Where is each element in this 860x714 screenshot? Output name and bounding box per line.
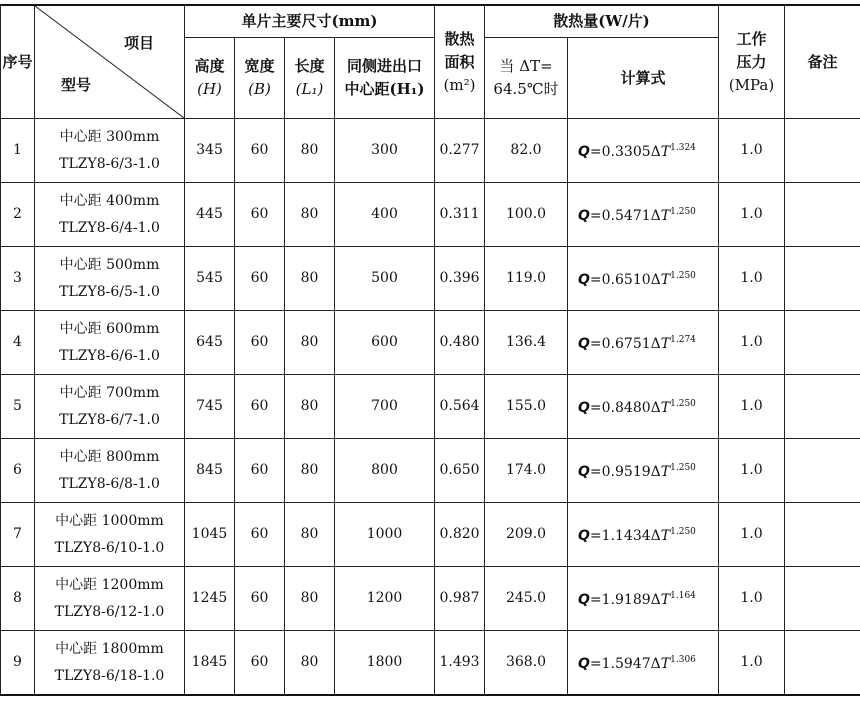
header-item: 项目 (123, 34, 154, 52)
row-seq: 1 (1, 119, 35, 183)
table-row (1, 375, 860, 439)
row-model-name: 中心距 600mm (59, 320, 160, 337)
header-area-line1: 散热 (444, 29, 475, 48)
header-height (185, 38, 235, 119)
header-area (435, 5, 485, 119)
header-width (235, 38, 285, 119)
row-center-distance: 300 (335, 119, 435, 183)
row-model-name: 中心距 1200mm (55, 576, 164, 593)
row-heat-output: 174.0 (485, 439, 568, 503)
row-formula-coef: 1.9189 (601, 592, 651, 608)
row-formula-coef: 0.5471 (601, 208, 651, 224)
row-formula-exponent: 1.306 (670, 655, 696, 665)
row-height: 345 (185, 119, 235, 183)
header-center-line1: 同侧进出口 (347, 57, 423, 75)
row-area: 0.987 (435, 567, 485, 631)
row-heat-output: 155.0 (485, 375, 568, 439)
row-heat-output: 82.0 (485, 119, 568, 183)
row-formula-coef: 1.1434 (601, 528, 651, 544)
row-note (785, 567, 860, 631)
row-formula-exponent: 1.250 (670, 271, 696, 281)
header-area-line2: 面积 (444, 52, 475, 71)
header-row-1 (1, 5, 860, 38)
row-heat-output: 136.4 (485, 311, 568, 375)
row-note (785, 119, 860, 183)
row-model (35, 503, 185, 567)
row-pressure: 1.0 (719, 375, 785, 439)
row-formula: $Q=0.6751\Delta T^{1.274}$ (568, 311, 719, 375)
row-area: 1.493 (435, 631, 485, 696)
header-formula: 计算式 (568, 38, 719, 119)
row-area: 0.311 (435, 183, 485, 247)
row-model (35, 247, 185, 311)
row-note (785, 183, 860, 247)
row-area: 0.650 (435, 439, 485, 503)
diagonal-line (35, 6, 184, 118)
header-pressure-unit: (MPa) (728, 75, 775, 94)
row-width: 60 (235, 183, 285, 247)
header-delta-t-line2: 64.5℃时 (493, 80, 559, 98)
row-width: 60 (235, 567, 285, 631)
row-pressure: 1.0 (719, 439, 785, 503)
row-length: 80 (285, 247, 335, 311)
row-pressure: 1.0 (719, 247, 785, 311)
row-height: 1845 (185, 631, 235, 696)
row-center-distance: 700 (335, 375, 435, 439)
row-heat-output: 100.0 (485, 183, 568, 247)
row-heat-output: 368.0 (485, 631, 568, 696)
table-row (1, 247, 860, 311)
row-pressure: 1.0 (719, 183, 785, 247)
table-row (1, 439, 860, 503)
row-length: 80 (285, 375, 335, 439)
row-formula-exponent: 1.250 (670, 463, 696, 473)
row-pressure: 1.0 (719, 631, 785, 696)
row-formula: $Q=0.3305\Delta T^{1.324}$ (568, 119, 719, 183)
row-height: 545 (185, 247, 235, 311)
row-formula-coef: 0.8480 (601, 400, 651, 416)
row-note (785, 439, 860, 503)
row-area: 0.564 (435, 375, 485, 439)
row-length: 80 (285, 183, 335, 247)
row-note (785, 503, 860, 567)
row-model (35, 375, 185, 439)
header-height-symbol: (H) (197, 80, 222, 98)
row-formula-coef: 0.6751 (601, 336, 651, 352)
radiator-spec-table (0, 4, 860, 696)
row-model-code: TLZY8-6/8-1.0 (59, 475, 160, 492)
row-width: 60 (235, 247, 285, 311)
header-delta-t (485, 38, 568, 119)
row-height: 1245 (185, 567, 235, 631)
row-model (35, 183, 185, 247)
table-row (1, 631, 860, 696)
row-center-distance: 1000 (335, 503, 435, 567)
row-length: 80 (285, 119, 335, 183)
row-width: 60 (235, 439, 285, 503)
row-model-name: 中心距 800mm (59, 448, 160, 465)
table-row (1, 311, 860, 375)
row-heat-output: 119.0 (485, 247, 568, 311)
row-height: 645 (185, 311, 235, 375)
row-heat-output: 209.0 (485, 503, 568, 567)
row-formula: $Q=0.8480\Delta T^{1.250}$ (568, 375, 719, 439)
row-width: 60 (235, 119, 285, 183)
row-model (35, 119, 185, 183)
row-model-code: TLZY8-6/5-1.0 (59, 283, 160, 300)
header-dims-group: 单片主要尺寸(mm) (185, 5, 435, 38)
row-formula: $Q=0.5471\Delta T^{1.250}$ (568, 183, 719, 247)
row-model-name: 中心距 700mm (59, 384, 160, 401)
row-seq: 9 (1, 631, 35, 696)
header-area-unit: (m²) (443, 75, 476, 94)
row-length: 80 (285, 311, 335, 375)
row-formula: $Q=1.5947\Delta T^{1.306}$ (568, 631, 719, 696)
header-length-symbol: (L₁) (295, 80, 324, 98)
row-note (785, 375, 860, 439)
row-model (35, 567, 185, 631)
header-heat-group: 散热量(W/片) (485, 5, 719, 38)
row-model (35, 631, 185, 696)
table-row (1, 567, 860, 631)
row-model-code: TLZY8-6/4-1.0 (59, 219, 160, 236)
row-formula-exponent: 1.324 (670, 143, 696, 153)
row-seq: 7 (1, 503, 35, 567)
row-area: 0.396 (435, 247, 485, 311)
header-width-label: 宽度 (244, 57, 275, 75)
header-center-distance (335, 38, 435, 119)
row-pressure: 1.0 (719, 311, 785, 375)
row-model-code: TLZY8-6/18-1.0 (54, 667, 165, 684)
row-formula-exponent: 1.274 (670, 335, 696, 345)
header-pressure-line1: 工作 (736, 29, 767, 48)
row-formula-exponent: 1.250 (670, 527, 696, 537)
header-width-symbol: (B) (248, 80, 271, 98)
row-height: 745 (185, 375, 235, 439)
header-seq: 序号 (1, 5, 35, 119)
row-note (785, 631, 860, 696)
row-length: 80 (285, 439, 335, 503)
row-width: 60 (235, 375, 285, 439)
header-center-line2: 中心距(H₁) (344, 80, 425, 98)
row-center-distance: 1200 (335, 567, 435, 631)
row-formula-coef: 1.5947 (601, 656, 651, 672)
header-length-label: 长度 (294, 57, 325, 75)
row-seq: 4 (1, 311, 35, 375)
row-note (785, 311, 860, 375)
row-center-distance: 400 (335, 183, 435, 247)
row-formula-coef: 0.6510 (601, 272, 651, 288)
row-seq: 2 (1, 183, 35, 247)
row-model-code: TLZY8-6/6-1.0 (59, 347, 160, 364)
row-pressure: 1.0 (719, 503, 785, 567)
row-formula-exponent: 1.250 (670, 207, 696, 217)
header-item-model (35, 5, 185, 119)
row-area: 0.820 (435, 503, 485, 567)
header-note: 备注 (785, 5, 860, 119)
table-row (1, 119, 860, 183)
row-formula: $Q=0.9519\Delta T^{1.250}$ (568, 439, 719, 503)
row-heat-output: 245.0 (485, 567, 568, 631)
row-formula-exponent: 1.164 (670, 591, 696, 601)
row-model-name: 中心距 1800mm (55, 640, 164, 657)
row-model-name: 中心距 400mm (59, 192, 160, 209)
row-formula-coef: 0.9519 (601, 464, 651, 480)
row-width: 60 (235, 631, 285, 696)
row-model-name: 中心距 1000mm (55, 512, 164, 529)
row-height: 1045 (185, 503, 235, 567)
row-seq: 3 (1, 247, 35, 311)
row-center-distance: 800 (335, 439, 435, 503)
header-model: 型号 (61, 76, 92, 94)
row-formula: $Q=1.9189\Delta T^{1.164}$ (568, 567, 719, 631)
header-length (285, 38, 335, 119)
row-length: 80 (285, 567, 335, 631)
row-model (35, 439, 185, 503)
row-area: 0.480 (435, 311, 485, 375)
row-height: 445 (185, 183, 235, 247)
row-height: 845 (185, 439, 235, 503)
row-note (785, 247, 860, 311)
row-formula: $Q=0.6510\Delta T^{1.250}$ (568, 247, 719, 311)
row-formula: $Q=1.1434\Delta T^{1.250}$ (568, 503, 719, 567)
row-width: 60 (235, 503, 285, 567)
row-seq: 5 (1, 375, 35, 439)
header-delta-t-line1: 当 ΔT= (499, 57, 553, 75)
row-model-name: 中心距 500mm (59, 256, 160, 273)
row-seq: 8 (1, 567, 35, 631)
row-model (35, 311, 185, 375)
row-model-code: TLZY8-6/7-1.0 (59, 411, 160, 428)
row-center-distance: 500 (335, 247, 435, 311)
table-row (1, 503, 860, 567)
header-height-label: 高度 (194, 57, 225, 75)
row-model-name: 中心距 300mm (59, 128, 160, 145)
row-model-code: TLZY8-6/12-1.0 (54, 603, 165, 620)
row-center-distance: 600 (335, 311, 435, 375)
row-formula-coef: 0.3305 (601, 144, 651, 160)
row-formula-exponent: 1.250 (670, 399, 696, 409)
header-pressure-line2: 压力 (736, 52, 767, 71)
row-model-code: TLZY8-6/3-1.0 (59, 155, 160, 172)
header-pressure (719, 5, 785, 119)
row-pressure: 1.0 (719, 119, 785, 183)
row-length: 80 (285, 631, 335, 696)
row-seq: 6 (1, 439, 35, 503)
row-length: 80 (285, 503, 335, 567)
table-row (1, 183, 860, 247)
row-model-code: TLZY8-6/10-1.0 (54, 539, 165, 556)
row-pressure: 1.0 (719, 567, 785, 631)
row-area: 0.277 (435, 119, 485, 183)
row-center-distance: 1800 (335, 631, 435, 696)
row-width: 60 (235, 311, 285, 375)
